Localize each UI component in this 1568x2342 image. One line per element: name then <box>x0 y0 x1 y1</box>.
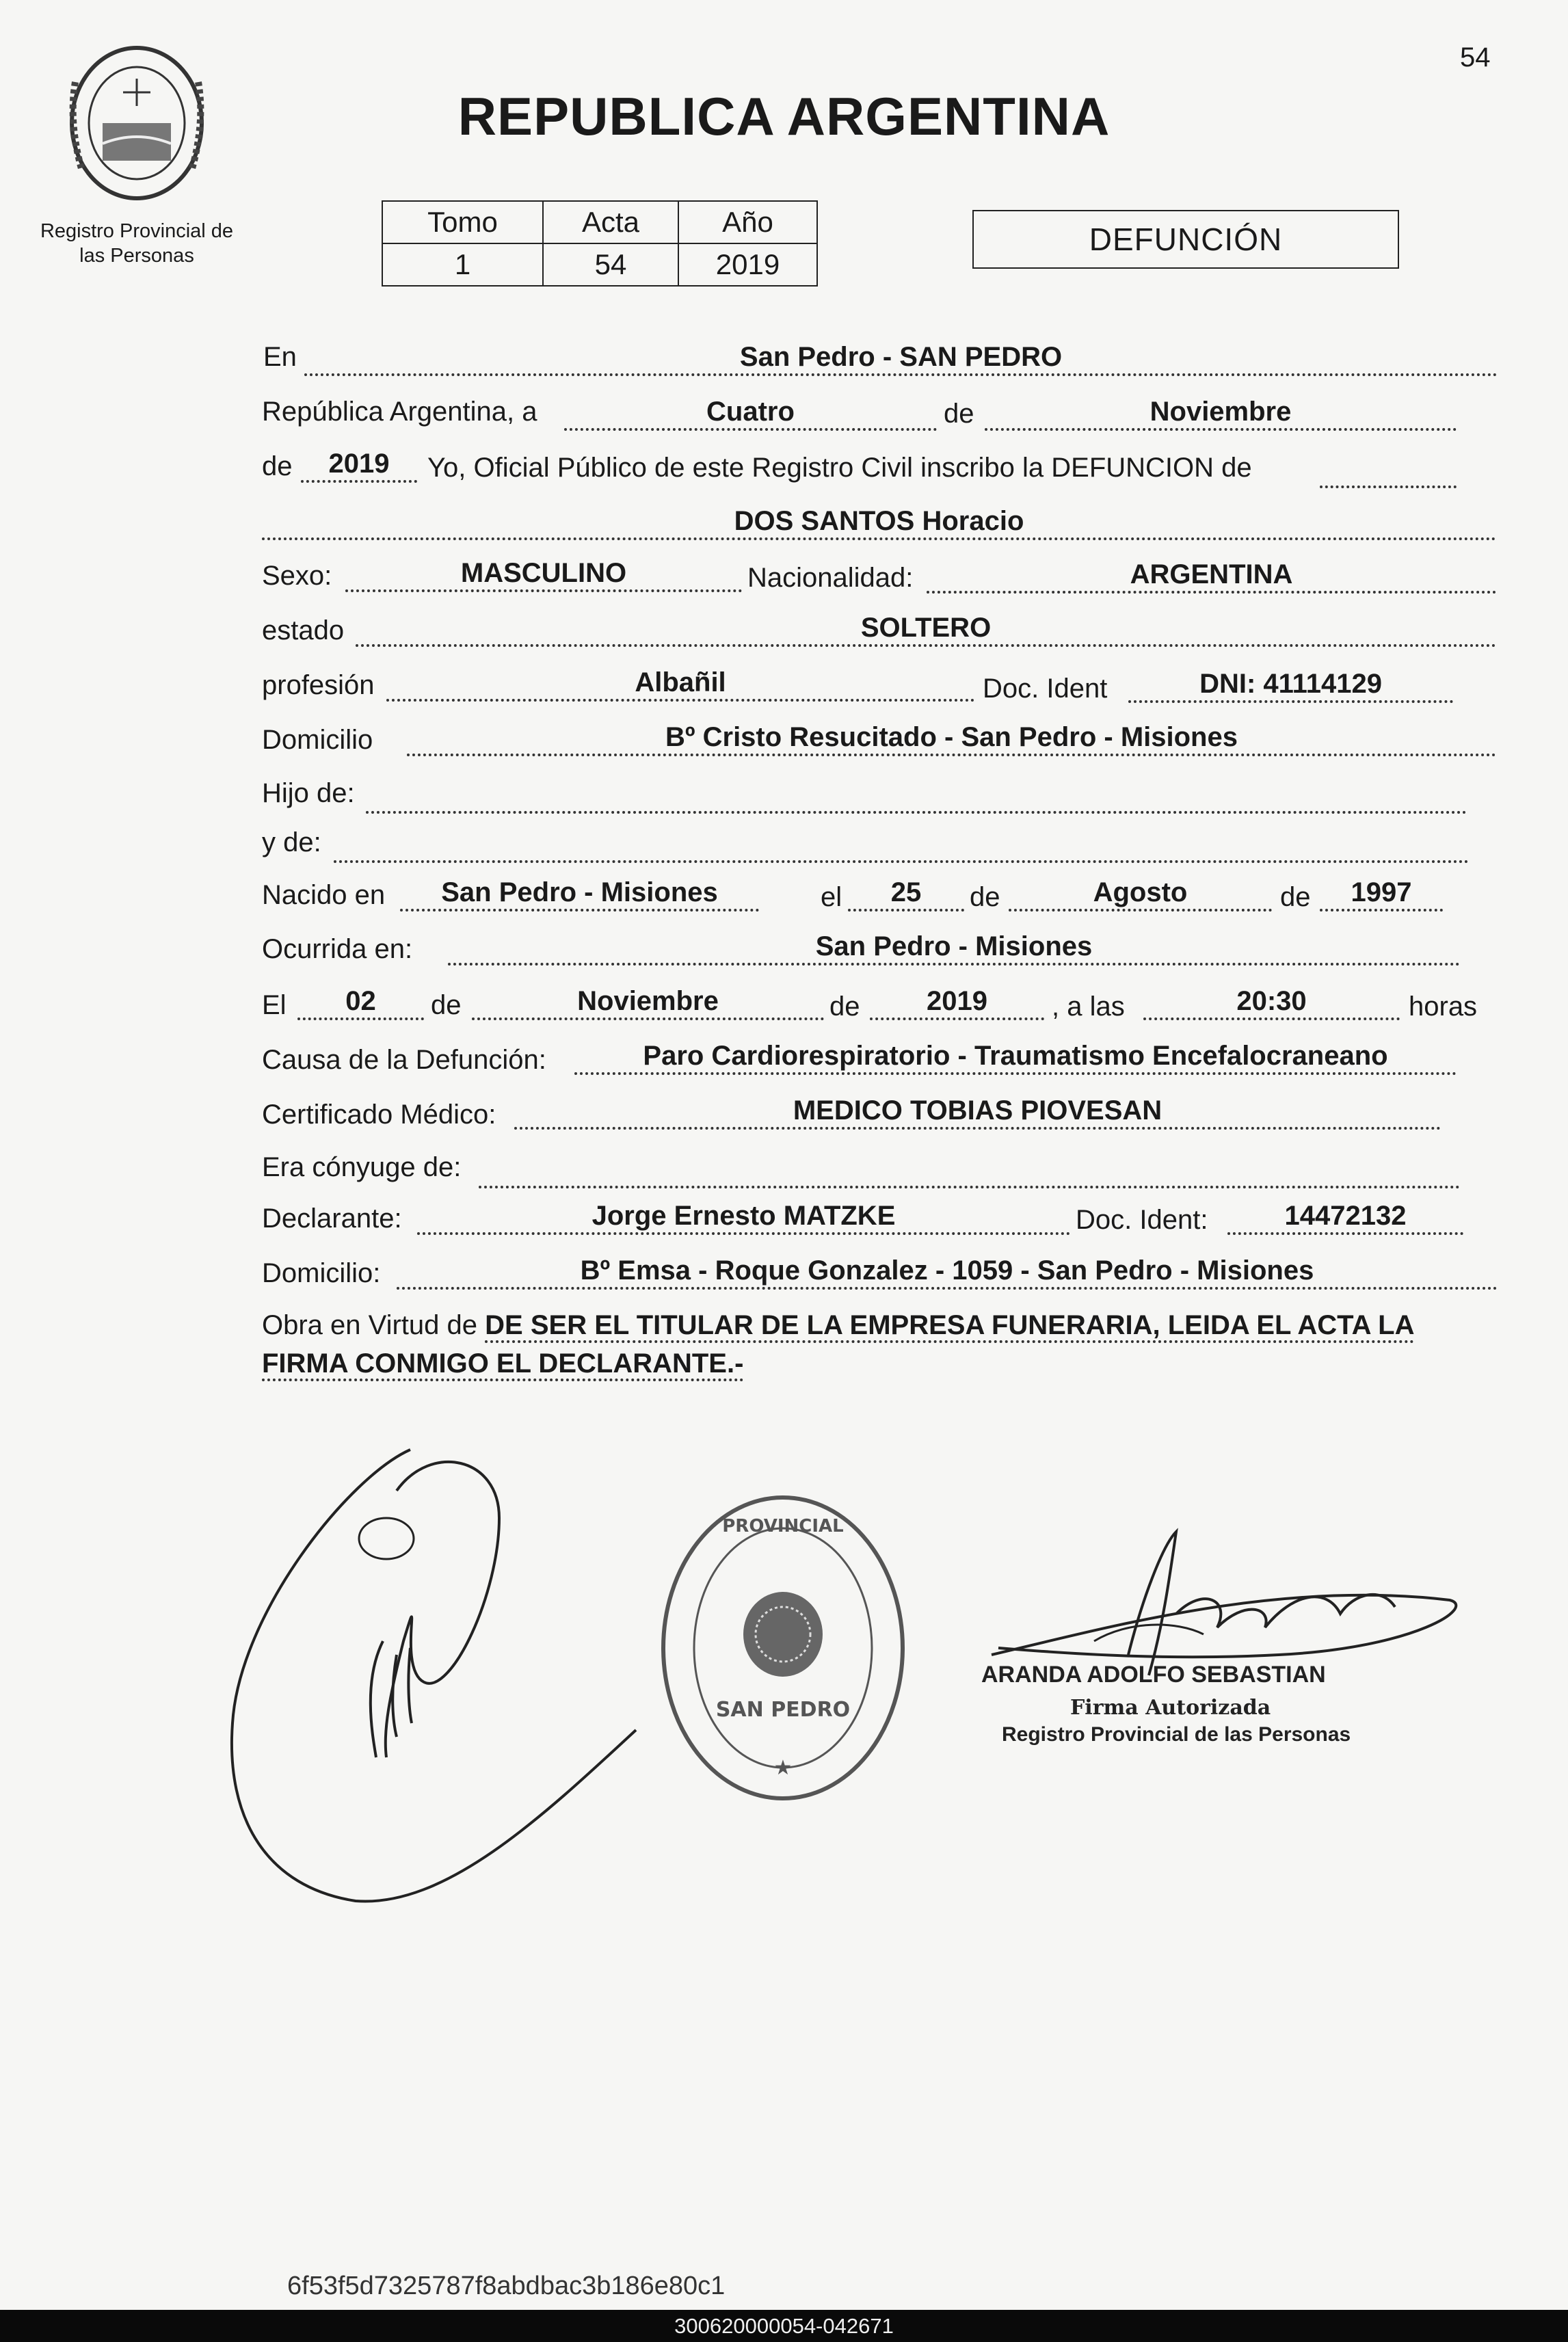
label-profesion: profesión <box>262 670 375 700</box>
label-el: el <box>821 882 842 912</box>
record-type: DEFUNCIÓN <box>972 210 1399 269</box>
value-declarante: Jorge Ernesto MATZKE <box>417 1201 1070 1235</box>
value-nac-mes: Agosto <box>1009 877 1272 911</box>
label-obra: Obra en Virtud de <box>262 1310 478 1340</box>
dotted-y-de <box>334 829 1469 863</box>
value-estado: SOLTERO <box>356 613 1496 647</box>
document-hash: 6f53f5d7325787f8abdbac3b186e80c1 <box>287 2272 726 2300</box>
value-lugar: San Pedro - SAN PEDRO <box>304 342 1498 376</box>
signer-org: Registro Provincial de las Personas <box>1002 1723 1351 1746</box>
label-de-4: de <box>1280 882 1311 912</box>
value-nombre: DOS SANTOS Horacio <box>262 506 1496 540</box>
value-def-anio: 2019 <box>870 986 1044 1020</box>
acta-label: Acta <box>543 201 678 243</box>
label-inscribo: Yo, Oficial Público de este Registro Civil inscribo la DEFUNCION de <box>427 453 1252 483</box>
document-title: REPUBLICA ARGENTINA <box>457 86 1111 146</box>
label-ocurrida-en: Ocurrida en: <box>262 934 413 964</box>
value-anio: 2019 <box>301 449 417 483</box>
value-causa: Paro Cardiorespiratorio - Traumatismo Encefalocraneano <box>574 1041 1457 1075</box>
value-nac-dia: 25 <box>848 877 964 911</box>
svg-text:PROVINCIAL: PROVINCIAL <box>722 1516 844 1536</box>
label-de-3: de <box>970 882 1000 912</box>
value-ocurrida-en: San Pedro - Misiones <box>448 931 1460 966</box>
label-el-fecha: El <box>262 990 287 1020</box>
label-de-6: de <box>829 992 860 1022</box>
label-declarante: Declarante: <box>262 1203 402 1234</box>
dotted-conyuge <box>479 1154 1460 1188</box>
dotted-fill <box>1320 454 1457 488</box>
tomo-value: 1 <box>382 243 543 286</box>
declarant-signature-icon <box>226 1436 650 1915</box>
record-table <box>382 200 818 287</box>
anio-value: 2019 <box>678 243 817 286</box>
registry-name: Registro Provincial de las Personas <box>40 220 234 267</box>
footer-code: 300620000054-042671 <box>0 2310 1568 2342</box>
value-obra-2: FIRMA CONMIGO EL DECLARANTE.- <box>262 1348 743 1381</box>
signer-role: Firma Autorizada <box>1070 1696 1271 1720</box>
svg-text:★: ★ <box>773 1757 793 1779</box>
value-def-dia: 02 <box>297 986 424 1020</box>
label-nacionalidad: Nacionalidad: <box>747 563 914 593</box>
label-doc-ident-2: Doc. Ident: <box>1076 1205 1208 1235</box>
value-nac-anio: 1997 <box>1320 877 1443 911</box>
value-mes: Noviembre <box>985 397 1457 431</box>
label-a-las: , a las <box>1052 992 1125 1022</box>
obra-en-virtud <box>262 1306 1493 1383</box>
value-sexo: MASCULINO <box>345 558 742 592</box>
page-number: 54 <box>1460 42 1491 72</box>
label-causa: Causa de la Defunción: <box>262 1045 546 1075</box>
value-def-mes: Noviembre <box>472 986 824 1020</box>
value-obra-1: DE SER EL TITULAR DE LA EMPRESA FUNERARIA, LEIDA EL ACTA LA <box>485 1310 1414 1343</box>
label-nacido-en: Nacido en <box>262 880 386 910</box>
value-decl-doc: 14472132 <box>1227 1201 1463 1235</box>
label-estado: estado <box>262 615 345 646</box>
label-certificado: Certificado Médico: <box>262 1100 496 1130</box>
label-horas: horas <box>1409 992 1478 1022</box>
label-en: En <box>263 342 297 372</box>
label-domicilio-2: Domicilio: <box>262 1258 381 1288</box>
svg-text:SAN PEDRO: SAN PEDRO <box>715 1698 851 1722</box>
value-def-hora: 20:30 <box>1143 986 1400 1020</box>
label-sexo: Sexo: <box>262 561 332 591</box>
value-doc: DNI: 41114129 <box>1128 669 1453 703</box>
label-de-1: de <box>944 399 974 429</box>
label-republica: República Argentina, a <box>262 397 537 427</box>
label-hijo-de: Hijo de: <box>262 778 355 808</box>
label-conyuge: Era cónyuge de: <box>262 1152 462 1182</box>
value-dia-letras: Cuatro <box>564 397 937 431</box>
label-de-2: de <box>262 451 293 481</box>
label-domicilio: Domicilio <box>262 725 373 755</box>
value-nacionalidad: ARGENTINA <box>927 559 1496 594</box>
value-decl-domicilio: Bº Emsa - Roque Gonzalez - 1059 - San Pedro - Misiones <box>397 1255 1498 1290</box>
dotted-hijo-de <box>366 780 1467 814</box>
value-nacido-en: San Pedro - Misiones <box>400 877 759 911</box>
registry-stamp-icon <box>656 1491 909 1805</box>
signer-name: ARANDA ADOLFO SEBASTIAN <box>981 1662 1326 1688</box>
value-profesion: Albañil <box>386 667 974 702</box>
label-y-de: y de: <box>262 827 321 857</box>
label-de-5: de <box>431 990 462 1020</box>
value-certificado: MEDICO TOBIAS PIOVESAN <box>514 1095 1441 1130</box>
label-doc-ident: Doc. Ident <box>983 674 1108 704</box>
acta-value: 54 <box>543 243 678 286</box>
value-domicilio: Bº Cristo Resucitado - San Pedro - Misiones <box>407 722 1496 756</box>
anio-label: Año <box>678 201 817 243</box>
tomo-label: Tomo <box>382 201 543 243</box>
